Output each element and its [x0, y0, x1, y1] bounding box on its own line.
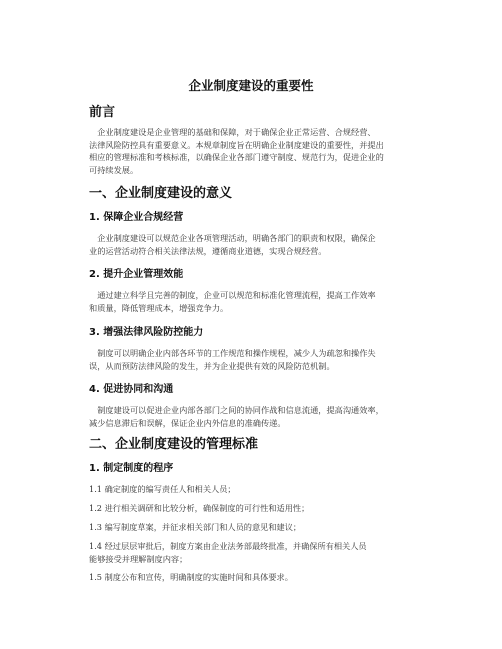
text-line: 1.4 经过层层审批后，制度方案由企业法务部最终批准，并确保所有相关人员 [89, 541, 367, 551]
text-line: 误，从而预防法律风险的发生，并为企业提供有效的风险防范机制。 [89, 360, 335, 371]
text-line: 法律风险防控具有重要意义。本规章制度旨在明确企业制度建设的重要性，并提出 [89, 139, 384, 150]
section-1-heading: 一、企业制度建设的意义 [89, 186, 233, 201]
text-line: 通过建立科学且完善的制度，企业可以规范和标准化管理流程，提高工作效率 [89, 290, 376, 300]
text-line: 制度可以明确企业内部各环节的工作规范和操作规程，减少人为疏忽和操作失 [89, 348, 376, 358]
subsection-2-1-heading: 1. 制定制度的程序 [89, 463, 174, 474]
text-line: 和质量，降低管理成本，增强竞争力。 [89, 302, 229, 313]
text-line: 1.3 编写制度草案，并征求相关部门和人员的意见和建议； [89, 522, 302, 532]
subsection-1-1-heading: 1. 保障企业合规经营 [89, 212, 184, 223]
preface-heading: 前言 [89, 105, 116, 120]
list-item [89, 521, 419, 534]
text-line: 企业制度建设可以规范企业各项管理活动，明确各部门的职责和权限，确保企 [89, 233, 376, 243]
text-line: 业的运营活动符合相关法律法规，遵循商业道德，实现合规经营。 [89, 245, 327, 256]
subsection-1-4-paragraph [89, 404, 419, 429]
text-line: 可持续发展。 [89, 164, 139, 175]
list-item [89, 571, 419, 584]
text-line: 企业制度建设是企业管理的基础和保障，对于确保企业正常运营、合规经营、 [89, 127, 376, 137]
text-line: 1.1 确定制度的编写责任人和相关人员； [89, 484, 236, 494]
preface-paragraph [89, 126, 419, 176]
list-item [89, 483, 419, 496]
list-item [89, 540, 419, 565]
text-line: 相应的管理标准和考核标准，以确保企业各部门遵守制度、规范行为，促进企业的 [89, 152, 384, 163]
subsection-1-3-paragraph [89, 347, 419, 372]
subsection-1-1-paragraph [89, 232, 419, 257]
list-item [89, 502, 419, 515]
text-line: 减少信息滞后和误解，保证企业内外信息的准确传递。 [89, 417, 286, 428]
text-line: 能够接受并理解制度内容； [89, 553, 188, 564]
document-title: 企业制度建设的重要性 [188, 78, 314, 93]
text-line: 1.5 制度公布和宣传，明确制度的实施时间和具体要求。 [89, 572, 293, 582]
subsection-1-4-heading: 4. 促进协同和沟通 [89, 384, 174, 395]
section-2-heading: 二、企业制度建设的管理标准 [89, 437, 259, 452]
subsection-1-2-paragraph [89, 289, 419, 314]
subsection-1-2-heading: 2. 提升企业管理效能 [89, 269, 184, 280]
subsection-1-3-heading: 3. 增强法律风险防控能力 [89, 327, 204, 338]
text-line: 1.2 进行相关调研和比较分析，确保制度的可行性和适用性； [89, 503, 310, 513]
text-line: 制度建设可以促进企业内部各部门之间的协同作战和信息流通，提高沟通效率， [89, 405, 384, 415]
